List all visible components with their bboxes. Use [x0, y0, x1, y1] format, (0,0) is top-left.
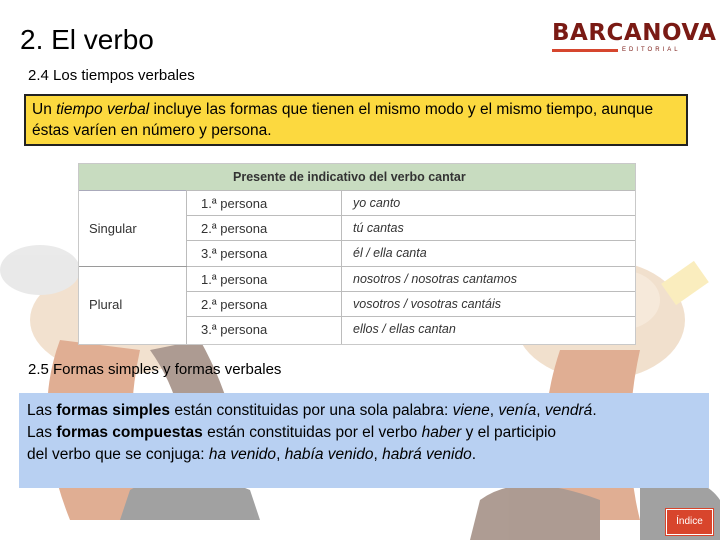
- info-term: formas compuestas: [56, 424, 203, 441]
- info-text: .: [592, 402, 597, 419]
- definition-pre: Un: [32, 101, 57, 118]
- table-row: [187, 316, 635, 342]
- table-row: [187, 240, 635, 266]
- info-text: ,: [276, 446, 285, 463]
- info-text: Las: [27, 424, 57, 441]
- definition-term: tiempo verbal: [56, 101, 150, 118]
- info-line: [27, 444, 701, 466]
- info-example: vendrá: [544, 402, 593, 419]
- info-term: formas simples: [56, 402, 171, 419]
- table-row: [187, 266, 635, 292]
- info-text: ,: [536, 402, 545, 419]
- table-row: [187, 215, 635, 241]
- form-cell: ellos / ellas cantan: [353, 322, 456, 336]
- form-cell: nosotros / nosotras cantamos: [353, 272, 517, 286]
- group-label-singular: Singular: [89, 221, 137, 236]
- barcanova-logo: [552, 20, 717, 56]
- info-line: [27, 422, 701, 444]
- logo-subtext: EDITORIAL: [622, 47, 681, 53]
- table-title: Presente de indicativo del verbo cantar: [233, 170, 466, 184]
- person-cell: 3.ª persona: [201, 322, 268, 337]
- table-row: [187, 291, 635, 317]
- slide-title: 2. El verbo: [20, 24, 154, 55]
- info-text: Las: [27, 402, 57, 419]
- person-cell: 2.ª persona: [201, 221, 268, 236]
- person-cell: 2.ª persona: [201, 297, 268, 312]
- info-example: había venido: [284, 446, 374, 463]
- index-button[interactable]: Índice: [666, 509, 713, 535]
- definition-rest: incluye las formas que tienen el mismo modo y el mismo tiempo, aunque éstas varíen en número y persona.: [32, 101, 654, 139]
- info-text: ,: [373, 446, 383, 463]
- person-cell: 1.ª persona: [201, 196, 268, 211]
- info-text: están constituidas por el verbo: [202, 424, 422, 441]
- form-cell: yo canto: [353, 196, 401, 210]
- section-heading-tiempos: 2.4 Los tiempos verbales: [28, 67, 195, 84]
- info-text: ,: [489, 402, 499, 419]
- info-example: venía: [498, 402, 537, 419]
- info-text: .: [471, 446, 477, 463]
- table-row: [187, 190, 635, 216]
- section-heading-formas: 2.5 Formas simples y formas verbales: [28, 361, 282, 378]
- table-header: [79, 164, 635, 191]
- info-text: y el participio: [461, 424, 557, 441]
- logo-bar: [552, 49, 618, 52]
- info-example: habrá venido: [382, 446, 472, 463]
- conjugation-table: [78, 163, 636, 345]
- info-box: [19, 393, 709, 488]
- form-cell: él / ella canta: [353, 246, 427, 260]
- info-line: [27, 400, 701, 422]
- info-example: haber: [421, 424, 462, 441]
- logo-text: BARCANOVA: [552, 20, 717, 46]
- definition-box: [24, 94, 688, 146]
- info-example: viene: [452, 402, 490, 419]
- info-example: ha venido: [208, 446, 277, 463]
- person-cell: 3.ª persona: [201, 246, 268, 261]
- form-cell: vosotros / vosotras cantáis: [353, 297, 501, 311]
- group-label-plural: Plural: [89, 297, 123, 312]
- info-text: del verbo que se conjuga:: [27, 446, 209, 463]
- person-cell: 1.ª persona: [201, 272, 268, 287]
- info-text: están constituidas por una sola palabra:: [170, 402, 453, 419]
- form-cell: tú cantas: [353, 221, 404, 235]
